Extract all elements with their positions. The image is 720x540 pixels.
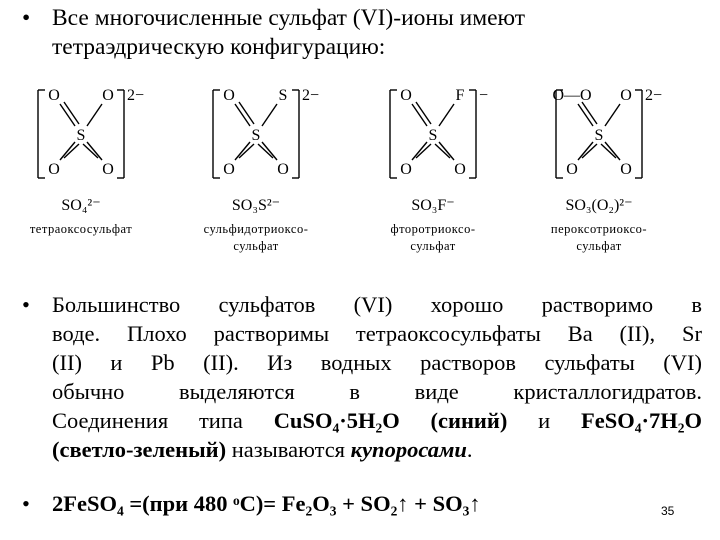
bond-top-right (87, 104, 102, 126)
ion-charge: 2− (645, 87, 663, 104)
para-line-3: (II) и Pb (II). Из водных растворов сульфаты (VI) (52, 350, 702, 375)
bullet-tetrahedral (22, 4, 702, 62)
compound-color: (светло-зеленый) (52, 437, 227, 462)
atom-top-right: O (102, 87, 114, 104)
page-number: 35 (661, 504, 675, 518)
para-line-5 (22, 406, 702, 435)
atom-center: S (76, 127, 86, 144)
atom-bottom-right: O (277, 161, 289, 178)
atom-bottom-right: O (454, 161, 466, 178)
ion-charge: 2− (302, 87, 320, 104)
bond-bottom-left (60, 142, 75, 160)
bond-bottom-right (87, 142, 102, 160)
sulfate-structures-diagram (0, 78, 720, 263)
atom-top-right: F (455, 87, 465, 104)
ion-formula: SO₃S²⁻ (231, 197, 281, 214)
ion-name-line-2: сульфат (576, 239, 622, 253)
bond-top-right (439, 104, 454, 126)
atom-bottom-left: O (48, 161, 60, 178)
atom-top-left: O (48, 87, 60, 104)
ion-formula: SO₃(O₂)²⁻ (565, 197, 633, 214)
term-kuporosy: купоросами (350, 437, 467, 462)
para-line-5-mid: и (507, 408, 581, 433)
ion-charge: 2− (127, 87, 145, 104)
bond-bottom-right (262, 142, 277, 160)
bond-top-right (262, 104, 277, 126)
atom-bottom-left: O (223, 161, 235, 178)
ion-name-line-1: фторотриоксо- (390, 222, 476, 236)
para-line-6-mid: называются (226, 437, 351, 462)
para-line-6 (22, 435, 702, 464)
reaction-equation: 2FeSO₄ =(при 480 ᵒC)= Fe₂O₃ + SO₂↑ + SO₃↑ (52, 491, 481, 516)
atom-top-right: O (620, 87, 632, 104)
atom-bottom-right: O (102, 161, 114, 178)
atom-bottom-left: O (566, 161, 578, 178)
atom-bottom-left: O (400, 161, 412, 178)
para-line-1: Большинство сульфатов (VI) хорошо растворимо в (52, 292, 702, 317)
ion-formula: SO₃F⁻ (411, 197, 455, 214)
atom-center: S (428, 127, 438, 144)
atom-bottom-right: O (620, 161, 632, 178)
bond-bottom-left (412, 142, 427, 160)
bullet-marker: • (22, 5, 31, 31)
bond-bottom-right (439, 142, 454, 160)
compound-feso4: FeSO₄·7H₂O (581, 408, 702, 433)
atom-top-left: O (223, 87, 235, 104)
ion-name-line-1: сульфидотриоксо- (203, 222, 309, 236)
bond-bottom-left (235, 142, 250, 160)
para-line-4: обычно выделяются в виде кристаллогидратов. (52, 379, 702, 404)
solubility-paragraph (22, 290, 702, 464)
atom-center: S (594, 127, 604, 144)
atom-center: S (251, 127, 261, 144)
para-line-2: воде. Плохо растворимы тетраоксосульфаты Ba (II), Sr (52, 321, 702, 346)
atom-top-right: S (278, 87, 288, 104)
ion-name-line-1: пероксотриоксо- (550, 222, 648, 236)
bond-bottom-left (578, 142, 593, 160)
structure-4 (551, 87, 662, 253)
bond-top-right (605, 104, 620, 126)
ion-charge: − (479, 87, 489, 104)
structure-3 (390, 87, 488, 253)
structure-2 (204, 87, 319, 253)
ion-name-line-2: сульфат (410, 239, 456, 253)
bullet-marker: • (22, 491, 30, 516)
bullet-marker: • (22, 292, 30, 317)
compound-cuso4: CuSO₄·5H₂O (синий) (273, 408, 508, 433)
bond-bottom-right (605, 142, 620, 160)
decomposition-reaction (22, 489, 702, 518)
para-line-6-end: . (466, 437, 473, 462)
atom-top-left: O (400, 87, 412, 104)
structure-1 (30, 87, 144, 236)
bullet-tetrahedral-text: Все многочисленные сульфат (VI)-ионы имеют тетраэдрическую конфигурацию: (52, 5, 526, 60)
atom-top-left: O—O (552, 87, 592, 104)
ion-name-line-2: сульфат (233, 239, 279, 253)
para-line-5-prefix: Соединения типа (52, 408, 274, 433)
ion-name-line-1: тетраоксосульфат (29, 222, 133, 236)
ion-formula: SO₄²⁻ (61, 197, 101, 214)
